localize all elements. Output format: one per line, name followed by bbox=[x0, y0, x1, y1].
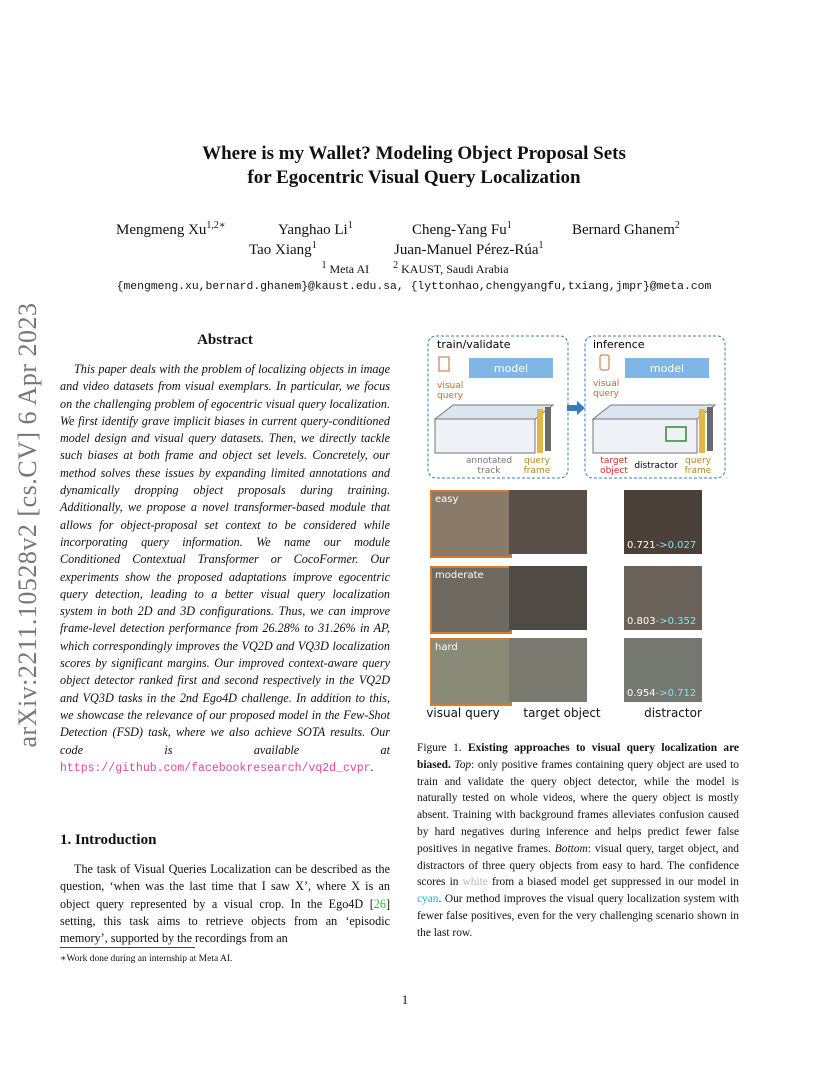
frames-right bbox=[593, 419, 697, 453]
moderate-target-image bbox=[509, 566, 587, 630]
svg-text:object: object bbox=[600, 466, 628, 476]
figure-diagram bbox=[425, 333, 730, 481]
title-line-2: for Egocentric Visual Query Localization bbox=[247, 167, 581, 188]
easy-query-image: easy bbox=[430, 490, 512, 558]
wallet-icon bbox=[439, 357, 449, 371]
svg-text:annotated: annotated bbox=[465, 456, 513, 466]
affiliations: $^1$ Meta AI $^2$ KAUST, Saudi Arabia bbox=[321, 260, 509, 276]
svg-text:query: query bbox=[685, 456, 711, 466]
moderate-query-image: moderate bbox=[430, 566, 512, 634]
author-5: Tao Xiang$^1$ bbox=[249, 240, 317, 258]
citation-link[interactable]: 26 bbox=[373, 896, 386, 911]
abstract-heading: Abstract bbox=[197, 332, 253, 348]
arxiv-stamp: arXiv:2211.10528v2 [cs.CV] 6 Apr 2023 bbox=[13, 302, 42, 748]
hard-query-image: hard bbox=[430, 638, 512, 706]
phone-icon bbox=[600, 355, 609, 370]
panel-right-label: inference bbox=[593, 338, 645, 351]
code-link[interactable]: https://github.com/facebookresearch/vq2d_cvpr bbox=[60, 761, 371, 775]
hard-distractor-image bbox=[624, 638, 702, 702]
hard-score: 0.954->0.712 bbox=[627, 688, 697, 699]
author-emails: {mengmeng.xu,bernard.ghanem}@kaust.edu.sa, {lyttonhao,chengyangfu,txiang,jmpr}@meta.com bbox=[116, 281, 712, 293]
author-4: Bernard Ghanem$^2$ bbox=[572, 220, 680, 238]
moderate-distractor-image bbox=[624, 566, 702, 630]
paper-title bbox=[80, 142, 748, 190]
svg-text:distractor: distractor bbox=[634, 461, 678, 471]
svg-text:frame: frame bbox=[684, 466, 712, 476]
svg-text:track: track bbox=[477, 466, 501, 476]
author-2: Yanghao Li$^1$ bbox=[278, 220, 353, 238]
intro-heading: 1. Introduction bbox=[60, 832, 157, 848]
svg-text:frame: frame bbox=[523, 466, 551, 476]
arrow-icon bbox=[567, 401, 585, 415]
author-1: Mengmeng $Xu^{1,2∗}$ bbox=[116, 220, 226, 238]
panel-left-label: train/validate bbox=[437, 338, 511, 351]
footnote-rule bbox=[60, 947, 195, 948]
easy-distractor-image bbox=[624, 490, 702, 554]
svg-text:visual: visual bbox=[437, 381, 464, 391]
col-label-visual-query: visual query bbox=[426, 706, 500, 720]
footnote: ∗Work done during an internship at Meta AI. bbox=[60, 954, 233, 964]
svg-text:model: model bbox=[493, 362, 529, 375]
frames-left bbox=[435, 419, 535, 453]
figure-caption: Figure 1. Existing approaches to visual query localization are biased. Top: only positive frames containing query object are used to train and validate the query object detector, while the model is naturally tested on whole videos, where the query object is mostly absent. Training with background frames alleviates confusion caused by hard negatives during inference and helps predict fewer false positives in negative frames. Bottom: visual query, target object, and distractors of three query objects from easy to hard. The confidence scores in white from a biased model get suppressed in our model in cyan. Our method improves the visual query localization system with fewer false positives, even for the very challenging scenario shown in the last row. bbox=[417, 742, 739, 939]
easy-score: 0.721->0.027 bbox=[627, 540, 697, 551]
svg-text:query: query bbox=[437, 391, 463, 401]
easy-target-image bbox=[509, 490, 587, 554]
svg-text:target: target bbox=[600, 456, 628, 466]
svg-text:query: query bbox=[524, 456, 550, 466]
col-label-distractor: distractor bbox=[644, 706, 702, 720]
col-label-target-object: target object bbox=[523, 706, 601, 720]
svg-text:model: model bbox=[649, 362, 685, 375]
author-6: Juan-Manuel Pérez-Rúa$^1$ bbox=[394, 240, 544, 258]
abstract-body: This paper deals with the problem of localizing objects in image and video datasets from visual exemplars. In particular, we focus on the challenging problem of egocentric visual query localization. We first identify grave implicit biases in current query-conditioned model design and visual query datasets. Then, we directly tackle such biases at both frame and object set levels. Concretely, our method solves these issues by expanding limited annotations and dynamically dropping object proposals during training. Additionally, we propose a novel transformer-based module that allows for object-proposal set context to be considered while incorporating query information. We name our module Conditioned Contextual Transformer or CocoFormer. Our experiments show the proposed adaptations improve egocentric query detection, leading to a better visual query localization system in both 2D and 3D configurations. Thus, we can improve frame-level detection performance from 26.28% to 31.26% in AP, which correspondingly improves the VQ2D and VQ3D localization scores by significant margins. Our improved context-aware query object detector ranked first and second respectively in the VQ2D and VQ3D tasks in the 2nd Ego4D challenge. In addition to this, we showcase the relevance of our proposed model in the Few-Shot Detection (FSD) task, where we also achieve SOTA results. Our code is available at https://github.com/facebookresearch/vq2d_cvpr. bbox=[60, 362, 390, 775]
page-number: 1 bbox=[401, 992, 409, 1007]
author-3: Cheng-Yang Fu$^1$ bbox=[412, 220, 512, 238]
hard-target-image bbox=[509, 638, 587, 702]
svg-text:query: query bbox=[593, 389, 619, 399]
svg-text:visual: visual bbox=[593, 379, 620, 389]
moderate-score: 0.803->0.352 bbox=[627, 616, 697, 627]
author-list bbox=[90, 220, 740, 260]
title-line-1: Where is my Wallet? Modeling Object Proposal Sets bbox=[202, 143, 626, 164]
intro-body: The task of Visual Queries Localization can be described as the question, ‘when was the last time that I saw X’, where X is an object query represented by a visual crop. In the Ego4D [26] setting, this task aims to retrieve objects from an ‘episodic memory’, supported by the recordings from an bbox=[60, 862, 390, 946]
